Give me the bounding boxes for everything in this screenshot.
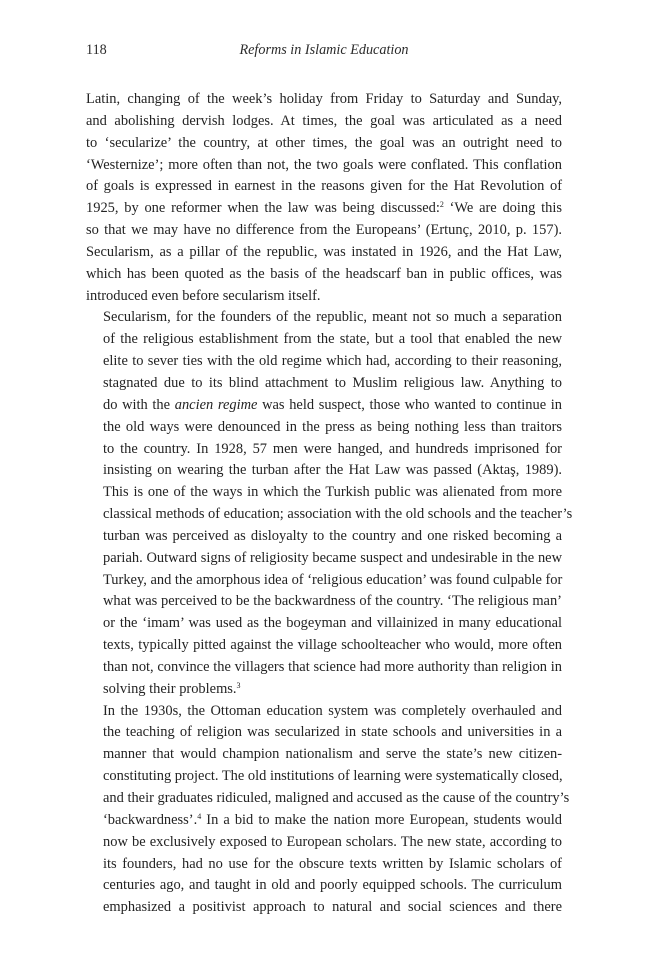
text-line: constituting project. The old institutions of learning were systematically closed, — [103, 768, 563, 785]
text-segment: ‘We are doing this — [443, 200, 562, 217]
text-line: elite to sever ties with the old regime which had, according to their reasoning, — [103, 353, 562, 370]
text-line: Latin, changing of the week’s holiday from Friday to Saturday and Sunday, — [86, 91, 562, 107]
text-line: so that we may have no difference from the Europeans’ (Ertunç, 2010, p. 157). — [86, 222, 562, 239]
text-line: to the country. In 1928, 57 men were hanged, and hundreds imprisoned for — [103, 440, 562, 457]
text-line: texts, typically pitted against the village schoolteacher who would, more often — [103, 637, 562, 654]
text-line: what was perceived to be the backwardness of the country. ‘The religious man’ — [103, 593, 562, 610]
footnote-ref[interactable]: 2 — [439, 200, 444, 210]
text-line: than not, convince the villagers that science had more authority than religion in — [103, 658, 562, 675]
text-line — [86, 198, 562, 220]
text-line — [86, 679, 562, 701]
text-line: Secularism, as a pillar of the republic, was instated in 1926, and the Hat Law, — [86, 243, 562, 260]
text-segment: solving their problems. — [103, 680, 237, 697]
paragraph-2 — [86, 307, 573, 700]
text-line: Secularism, for the founders of the republic, meant not so much a separation — [103, 309, 562, 326]
text-line: and their graduates ridiculed, maligned and accused as the cause of the country’s — [103, 790, 570, 806]
footnote-ref[interactable]: 4 — [197, 811, 202, 821]
text-line: its founders, had no use for the obscure texts written by Islamic scholars of — [103, 855, 562, 872]
text-line: pariah. Outward signs of religiosity became suspect and undesirable in the new — [103, 549, 562, 566]
footnote-ref[interactable]: 3 — [236, 680, 241, 690]
text-line: to ‘secularize’ the country, at other times, the goal was an outright need to — [86, 134, 562, 151]
text-line: the teaching of religion was secularized in state schools and universities in a — [103, 724, 562, 741]
page-header — [86, 42, 562, 62]
text-segment: was held suspect, those who wanted to continue in — [257, 396, 563, 413]
text-line: which has been quoted as the basis of the headscarf ban in public offices, was — [86, 265, 562, 282]
text-segment: In a bid to make the nation more European, students would — [201, 811, 562, 828]
text-line: In the 1930s, the Ottoman education system was completely overhauled and — [103, 702, 562, 719]
text-line: of the religious establishment from the state, but a tool that enabled the new — [103, 331, 562, 348]
text-line — [86, 395, 562, 417]
text-line: Turkey, and the amorphous idea of ‘religious education’ was found culpable for — [103, 571, 563, 588]
text-line: and abolishing dervish lodges. At times, the goal was articulated as a need — [86, 112, 562, 129]
page-number: 118 — [86, 42, 107, 58]
text-segment: ‘backwardness’. — [103, 811, 198, 828]
text-line: introduced even before secularism itself. — [86, 287, 321, 304]
text-line: now be exclusively exposed to European scholars. The new state, according to — [103, 833, 562, 850]
paragraph-3 — [86, 701, 570, 919]
text-line: turban was perceived as disloyalty to the country and one risked becoming a — [103, 527, 562, 544]
text-line — [86, 810, 562, 832]
running-head: Reforms in Islamic Education — [239, 42, 409, 58]
text-line: emphasized a positivist approach to natural and social sciences and there — [103, 899, 562, 916]
italic-term: ancien regime — [174, 396, 258, 413]
text-line: of goals is expressed in earnest in the reasons given for the Hat Revolution of — [86, 178, 562, 195]
text-line: This is one of the ways in which the Turkish public was alienated from more — [103, 484, 562, 501]
text-line: classical methods of education; association with the old schools and the teacher’s — [103, 506, 573, 523]
paragraph-1 — [86, 89, 562, 307]
text-line: centuries ago, and taught in old and poorly equipped schools. The curriculum — [103, 877, 562, 894]
text-line: ‘Westernize’; more often than not, the two goals were conflated. This conflation — [86, 156, 562, 173]
text-line: insisting on wearing the turban after the Hat Law was passed (Aktaş, 1989). — [103, 462, 562, 479]
text-line: stagnated due to its blind attachment to Muslim religious law. Anything to — [103, 374, 562, 391]
text-line: manner that would champion nationalism and serve the state’s new citizen- — [103, 746, 562, 763]
text-line: the old ways were denounced in the press as being nothing less than traitors — [103, 418, 562, 435]
text-segment: do with the — [103, 396, 175, 413]
body-text — [86, 89, 573, 919]
text-line: or the ‘imam’ was used as the bogeyman and villainized in many educational — [103, 615, 562, 632]
text-segment: 1925, by one reformer when the law was being discussed: — [86, 200, 440, 217]
